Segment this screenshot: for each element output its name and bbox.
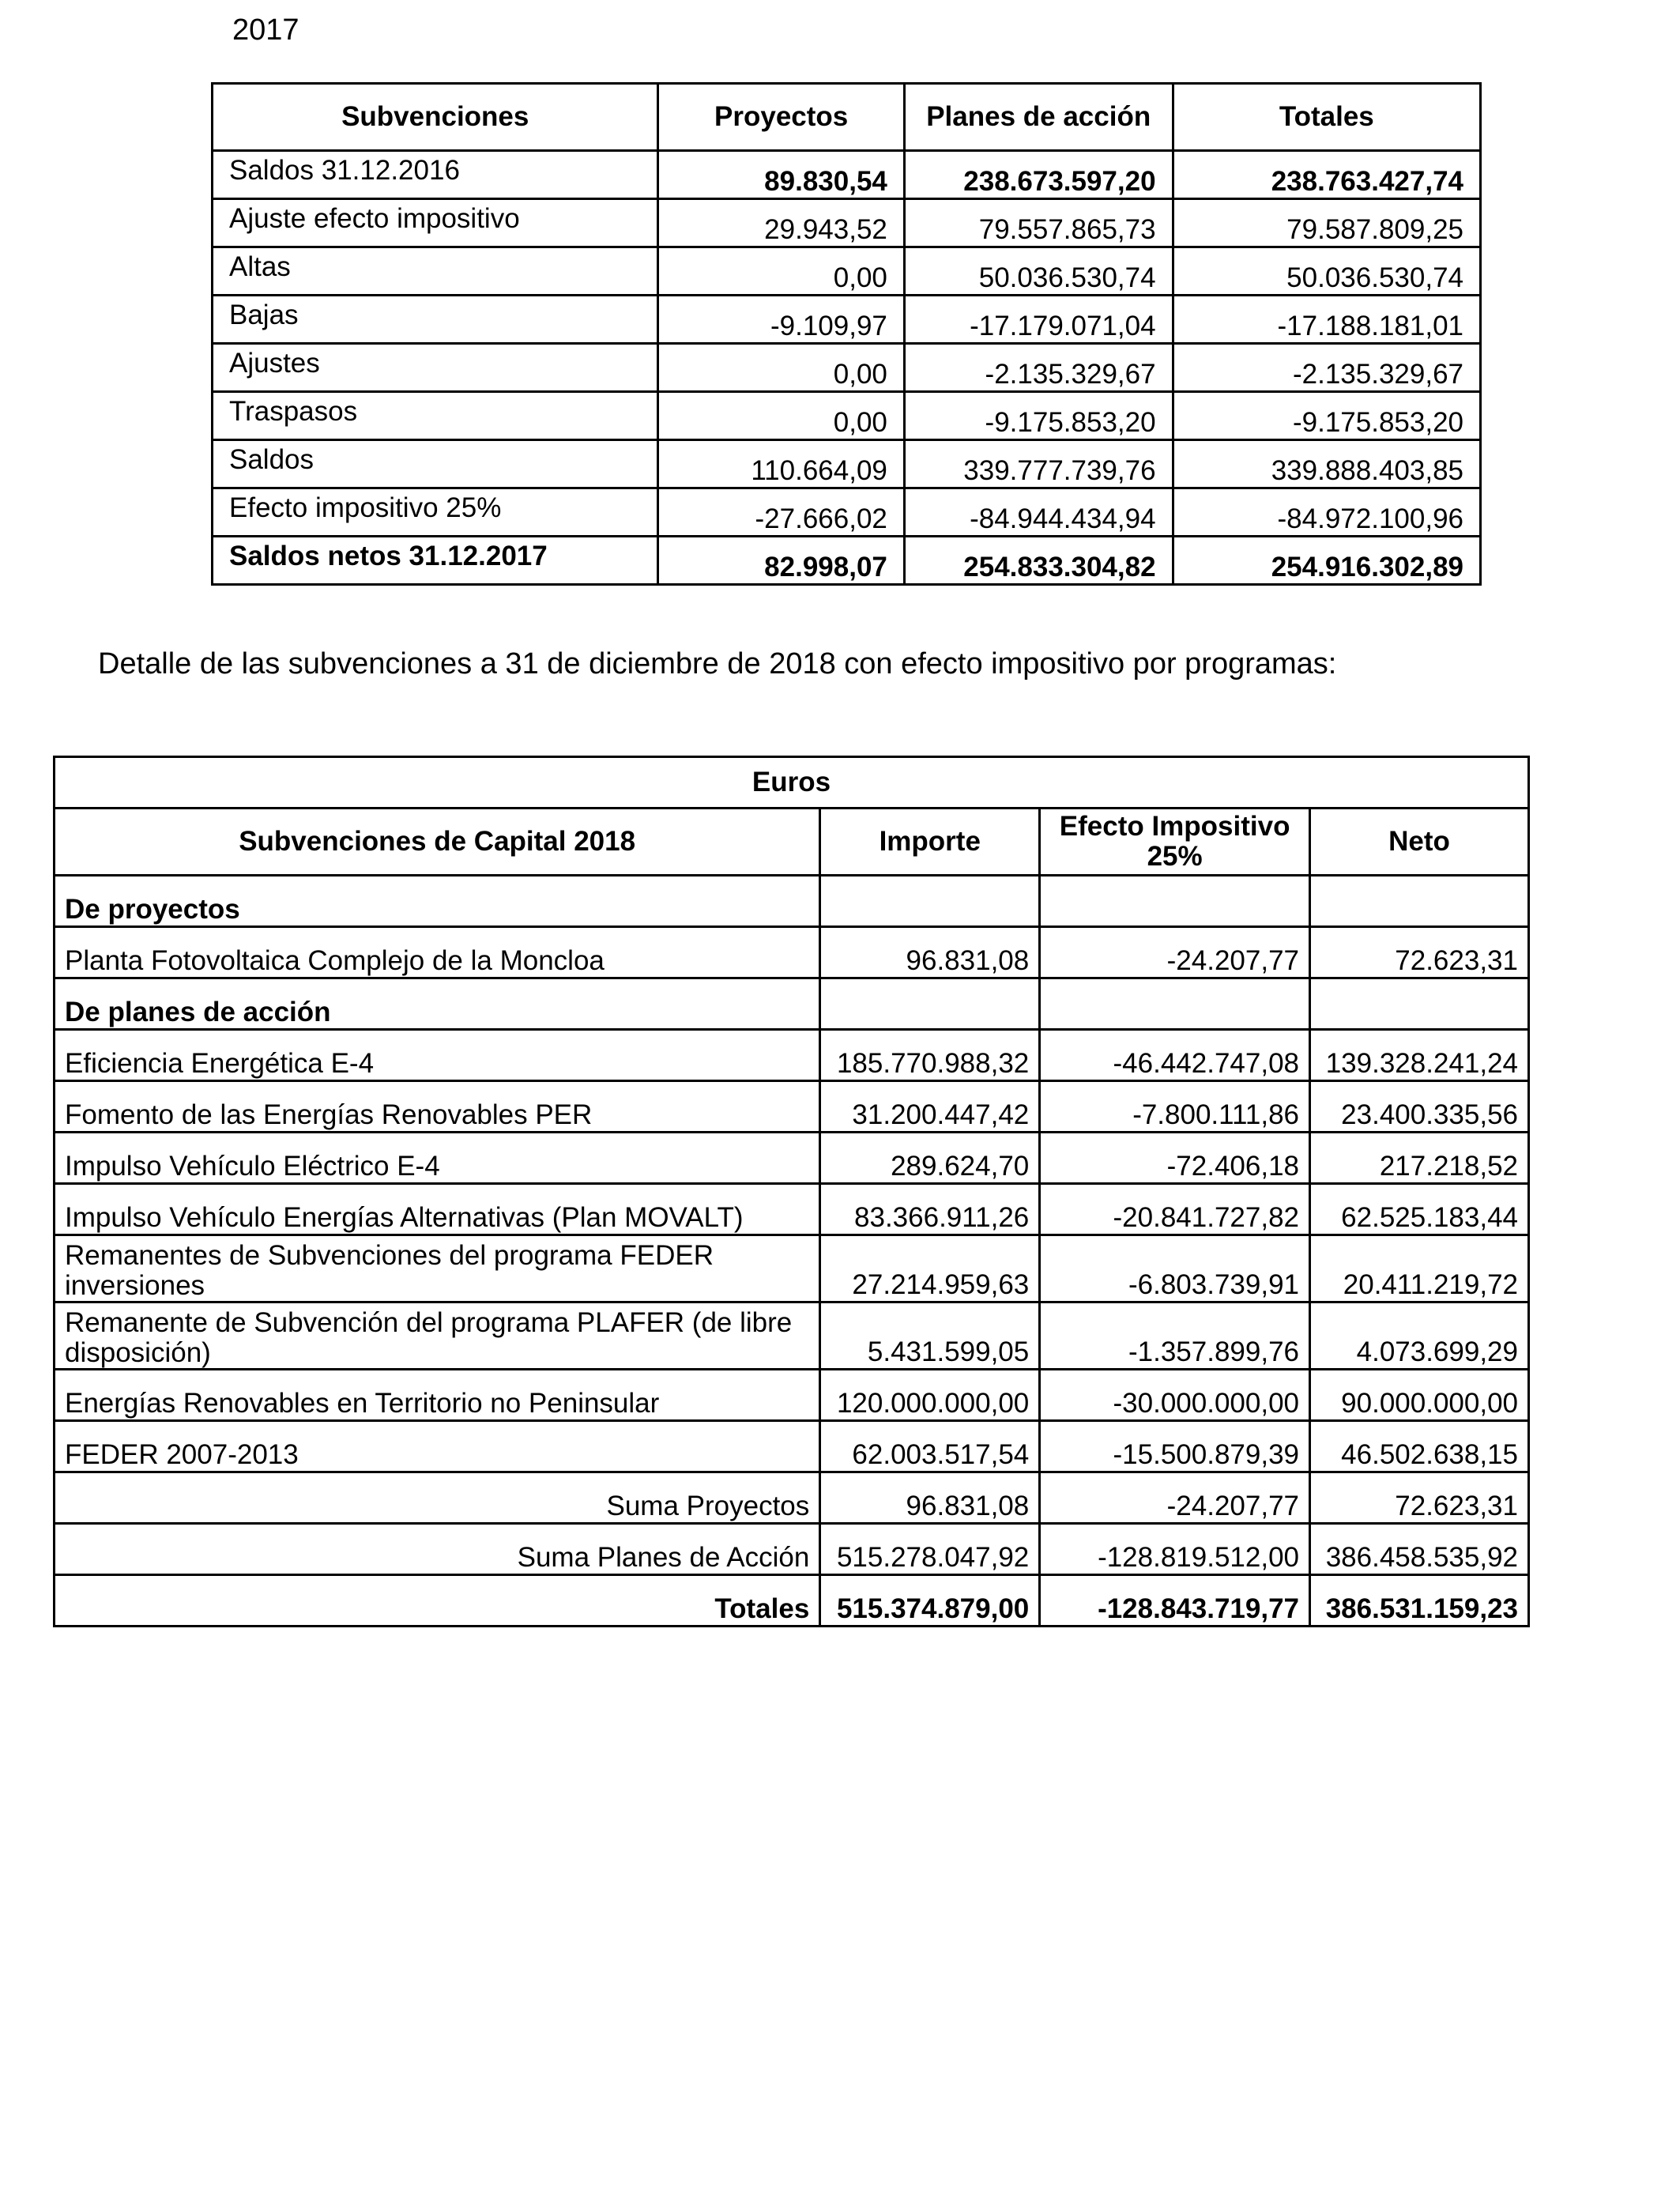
intro-paragraph: Detalle de las subvenciones a 31 de diciembre de 2018 con efecto impositivo por programas:	[98, 647, 1337, 680]
totals-row	[55, 1575, 1529, 1627]
cell: 339.888.403,85	[1173, 440, 1480, 488]
table-row	[213, 344, 1481, 392]
table-row	[55, 1235, 1529, 1302]
cell: -84.972.100,96	[1173, 488, 1480, 537]
cell: 139.328.241,24	[1310, 1030, 1529, 1081]
column-header: Subvenciones	[213, 84, 658, 151]
cell: 289.624,70	[820, 1133, 1040, 1184]
cell: -9.175.853,20	[904, 392, 1173, 440]
column-header: Proyectos	[658, 84, 904, 151]
table-header-row	[213, 84, 1481, 151]
cell: 90.000.000,00	[1310, 1370, 1529, 1421]
cell: 515.374.879,00	[820, 1575, 1040, 1627]
row-label: FEDER 2007-2013	[55, 1421, 820, 1472]
cell: 83.366.911,26	[820, 1184, 1040, 1235]
row-label: Efecto impositivo 25%	[213, 488, 658, 537]
cell	[1040, 978, 1310, 1030]
cell: 0,00	[658, 247, 904, 296]
row-label: Fomento de las Energías Renovables PER	[55, 1081, 820, 1133]
totals-label: Totales	[55, 1575, 820, 1627]
cell: -9.109,97	[658, 296, 904, 344]
cell	[820, 876, 1040, 927]
cell: 0,00	[658, 392, 904, 440]
row-label: Impulso Vehículo Energías Alternativas (Plan MOVALT)	[55, 1184, 820, 1235]
cell: 238.673.597,20	[904, 151, 1173, 199]
row-label: Traspasos	[213, 392, 658, 440]
cell: 79.557.865,73	[904, 199, 1173, 247]
table-caption: Euros	[55, 757, 1529, 809]
table-row	[213, 199, 1481, 247]
table-row	[213, 488, 1481, 537]
sum-label: Suma Proyectos	[55, 1472, 820, 1524]
table-row-total	[213, 537, 1481, 585]
subsidies-2018-table	[53, 756, 1530, 1627]
table-row	[55, 1370, 1529, 1421]
row-label: Energías Renovables en Territorio no Peninsular	[55, 1370, 820, 1421]
cell: -24.207,77	[1040, 1472, 1310, 1524]
cell: 62.003.517,54	[820, 1421, 1040, 1472]
cell: -2.135.329,67	[1173, 344, 1480, 392]
cell: 62.525.183,44	[1310, 1184, 1529, 1235]
cell: 96.831,08	[820, 927, 1040, 978]
row-label: Impulso Vehículo Eléctrico E-4	[55, 1133, 820, 1184]
cell: 5.431.599,05	[820, 1302, 1040, 1370]
cell: 120.000.000,00	[820, 1370, 1040, 1421]
column-header: Importe	[820, 809, 1040, 876]
cell: -9.175.853,20	[1173, 392, 1480, 440]
cell: 27.214.959,63	[820, 1235, 1040, 1302]
cell: -2.135.329,67	[904, 344, 1173, 392]
row-label: Planta Fotovoltaica Complejo de la Moncloa	[55, 927, 820, 978]
row-label: Saldos	[213, 440, 658, 488]
cell: 20.411.219,72	[1310, 1235, 1529, 1302]
cell: -20.841.727,82	[1040, 1184, 1310, 1235]
cell: 217.218,52	[1310, 1133, 1529, 1184]
cell	[1040, 876, 1310, 927]
column-header: Neto	[1310, 809, 1529, 876]
cell: 96.831,08	[820, 1472, 1040, 1524]
cell: 89.830,54	[658, 151, 904, 199]
cell: -27.666,02	[658, 488, 904, 537]
section-label: De planes de acción	[55, 978, 820, 1030]
section-row	[55, 978, 1529, 1030]
cell: 110.664,09	[658, 440, 904, 488]
table-row	[55, 927, 1529, 978]
cell: -84.944.434,94	[904, 488, 1173, 537]
row-label: Saldos netos 31.12.2017	[213, 537, 658, 585]
cell: 515.278.047,92	[820, 1524, 1040, 1575]
section-label: De proyectos	[55, 876, 820, 927]
sum-row	[55, 1524, 1529, 1575]
table-row	[213, 296, 1481, 344]
row-label: Remanentes de Subvenciones del programa FEDER inversiones	[55, 1235, 820, 1302]
cell: 50.036.530,74	[904, 247, 1173, 296]
cell: -30.000.000,00	[1040, 1370, 1310, 1421]
cell: 79.587.809,25	[1173, 199, 1480, 247]
table-row	[213, 151, 1481, 199]
table-row	[55, 1421, 1529, 1472]
cell: -72.406,18	[1040, 1133, 1310, 1184]
row-label: Ajuste efecto impositivo	[213, 199, 658, 247]
cell	[1310, 876, 1529, 927]
table-row	[55, 1133, 1529, 1184]
table-header-row	[55, 809, 1529, 876]
column-header: Totales	[1173, 84, 1480, 151]
cell: 82.998,07	[658, 537, 904, 585]
cell: 50.036.530,74	[1173, 247, 1480, 296]
row-label: Remanente de Subvención del programa PLAFER (de libre disposición)	[55, 1302, 820, 1370]
row-label: Eficiencia Energética E-4	[55, 1030, 820, 1081]
cell: 4.073.699,29	[1310, 1302, 1529, 1370]
column-header: Efecto Impositivo 25%	[1040, 809, 1310, 876]
cell: 0,00	[658, 344, 904, 392]
table-row	[213, 440, 1481, 488]
cell: -128.843.719,77	[1040, 1575, 1310, 1627]
table-row	[55, 1081, 1529, 1133]
cell: -1.357.899,76	[1040, 1302, 1310, 1370]
cell: -15.500.879,39	[1040, 1421, 1310, 1472]
row-label: Saldos 31.12.2016	[213, 151, 658, 199]
cell: 386.531.159,23	[1310, 1575, 1529, 1627]
cell: 31.200.447,42	[820, 1081, 1040, 1133]
cell: 254.833.304,82	[904, 537, 1173, 585]
year-heading: 2017	[232, 13, 299, 47]
sum-row	[55, 1472, 1529, 1524]
column-header: Planes de acción	[904, 84, 1173, 151]
row-label: Altas	[213, 247, 658, 296]
cell	[820, 978, 1040, 1030]
cell: 29.943,52	[658, 199, 904, 247]
cell	[1310, 978, 1529, 1030]
table-row	[213, 392, 1481, 440]
section-row	[55, 876, 1529, 927]
cell: -128.819.512,00	[1040, 1524, 1310, 1575]
table-row	[55, 1302, 1529, 1370]
column-header: Subvenciones de Capital 2018	[55, 809, 820, 876]
table-row	[55, 1030, 1529, 1081]
cell: 386.458.535,92	[1310, 1524, 1529, 1575]
cell: 238.763.427,74	[1173, 151, 1480, 199]
cell: 185.770.988,32	[820, 1030, 1040, 1081]
cell: -46.442.747,08	[1040, 1030, 1310, 1081]
table-row	[213, 247, 1481, 296]
table-caption-row	[55, 757, 1529, 809]
row-label: Bajas	[213, 296, 658, 344]
table-row	[55, 1184, 1529, 1235]
cell: -7.800.111,86	[1040, 1081, 1310, 1133]
subsidies-2017-table	[211, 82, 1482, 586]
cell: 46.502.638,15	[1310, 1421, 1529, 1472]
cell: 339.777.739,76	[904, 440, 1173, 488]
cell: 72.623,31	[1310, 927, 1529, 978]
cell: -24.207,77	[1040, 927, 1310, 978]
cell: 23.400.335,56	[1310, 1081, 1529, 1133]
cell: 72.623,31	[1310, 1472, 1529, 1524]
sum-label: Suma Planes de Acción	[55, 1524, 820, 1575]
row-label: Ajustes	[213, 344, 658, 392]
cell: -17.179.071,04	[904, 296, 1173, 344]
cell: 254.916.302,89	[1173, 537, 1480, 585]
cell: -6.803.739,91	[1040, 1235, 1310, 1302]
cell: -17.188.181,01	[1173, 296, 1480, 344]
